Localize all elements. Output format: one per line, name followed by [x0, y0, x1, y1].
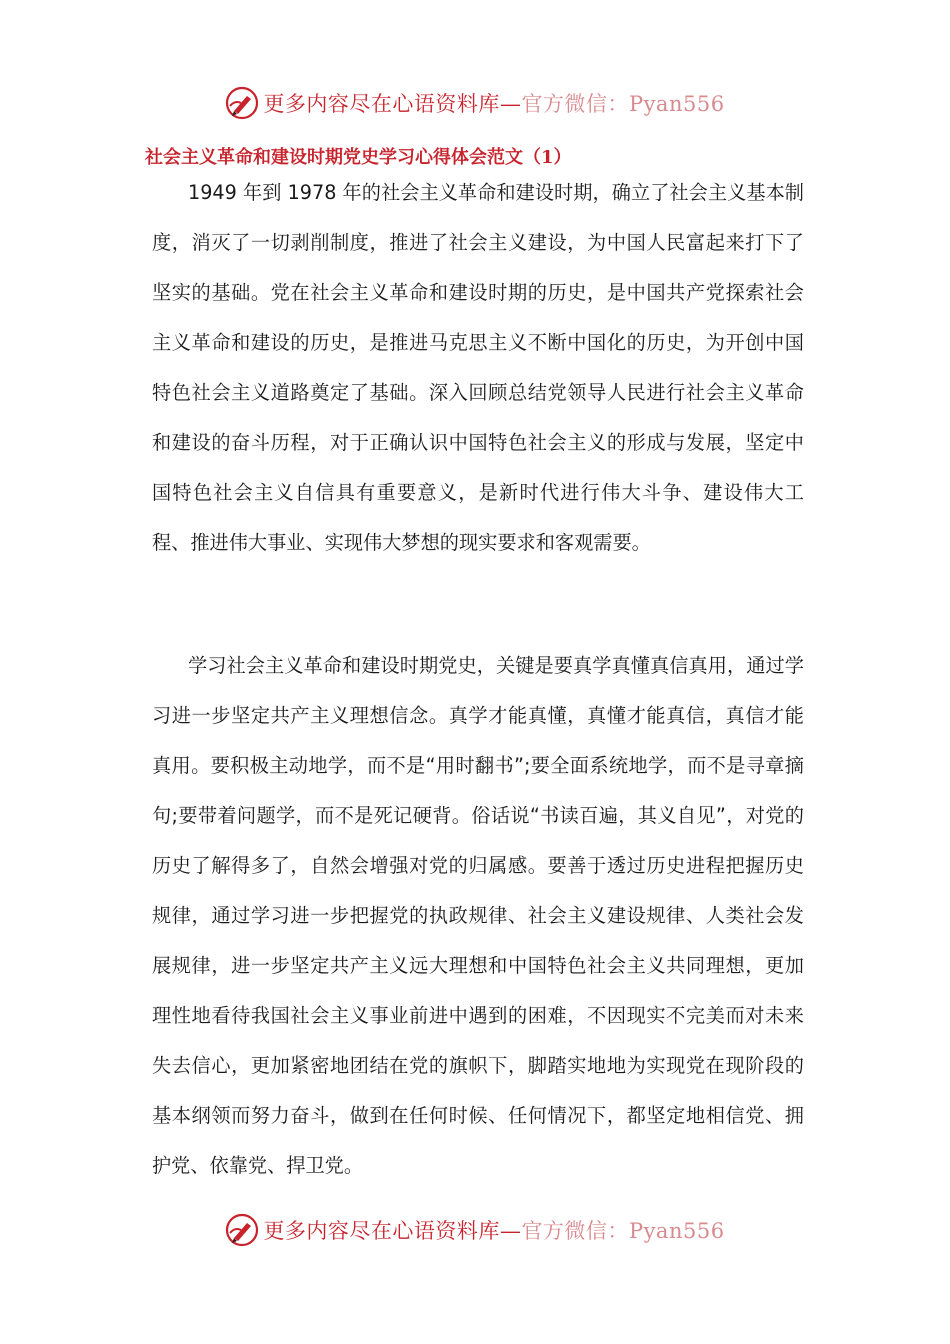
banner-main-text: 更多内容尽在心语资料库— — [263, 92, 522, 116]
pen-logo-icon — [225, 86, 259, 120]
banner-wechat-label: 官方微信： — [521, 92, 629, 116]
banner-wechat-id: Pyan556 — [628, 92, 725, 116]
banner-wechat-label: 官方微信： — [521, 1219, 629, 1243]
paragraph-1: 1949 年到 1978 年的社会主义革命和建设时期，确立了社会主义基本制度，消灭了一切剥削制度，推进了社会主义建设，为中国人民富起来打下了坚实的基础。党在社会主义革命和建设时期的历史，是中国共产党探索社会主义革命和建设的历史，是推进马克思主义不断中国化的历史，为开创中国特色社会主义道路奠定了基础。深入回顾总结党领导人民进行社会主义革命和建设的奋斗历程，对于正确认识中国特色社会主义的形成与发展，坚定中国特色社会主义自信具有重要意义，是新时代进行伟大斗争、建设伟大工程、推进伟大事业、实现伟大梦想的现实要求和客观需要。 — [152, 181, 804, 554]
banner-wechat-id: Pyan556 — [628, 1219, 725, 1243]
paragraph-2: 学习社会主义革命和建设时期党史，关键是要真学真懂真信真用，通过学习进一步坚定共产主义理想信念。真学才能真懂，真懂才能真信，真信才能真用。要积极主动地学，而不是“用时翻书”;要全面系统地学，而不是寻章摘句;要带着问题学，而不是死记硬背。俗话说“书读百遍，其义自见”，对党的历史了解得多了，自然会增强对党的归属感。要善于透过历史进程把握历史规律，通过学习进一步把握党的执政规律、社会主义建设规律、人类社会发展规律，进一步坚定共产主义远大理想和中国特色社会主义共同理想，更加理性地看待我国社会主义事业前进中遇到的困难，不因现实不完美而对未来失去信心，更加紧密地团结在党的旗帜下，脚踏实地地为实现党在现阶段的基本纲领而努力奋斗，做到在任何时候、任何情况下，都坚定地相信党、拥护党、依靠党、捍卫党。 — [152, 654, 804, 1177]
banner-text — [263, 1215, 724, 1245]
footer-banner — [0, 1210, 950, 1250]
banner-main-text: 更多内容尽在心语资料库— — [263, 1219, 522, 1243]
banner-text — [263, 88, 724, 118]
pen-logo-icon — [225, 1213, 259, 1247]
header-banner — [0, 83, 950, 123]
document-title: 社会主义革命和建设时期党史学习心得体会范文（1） — [145, 147, 572, 168]
